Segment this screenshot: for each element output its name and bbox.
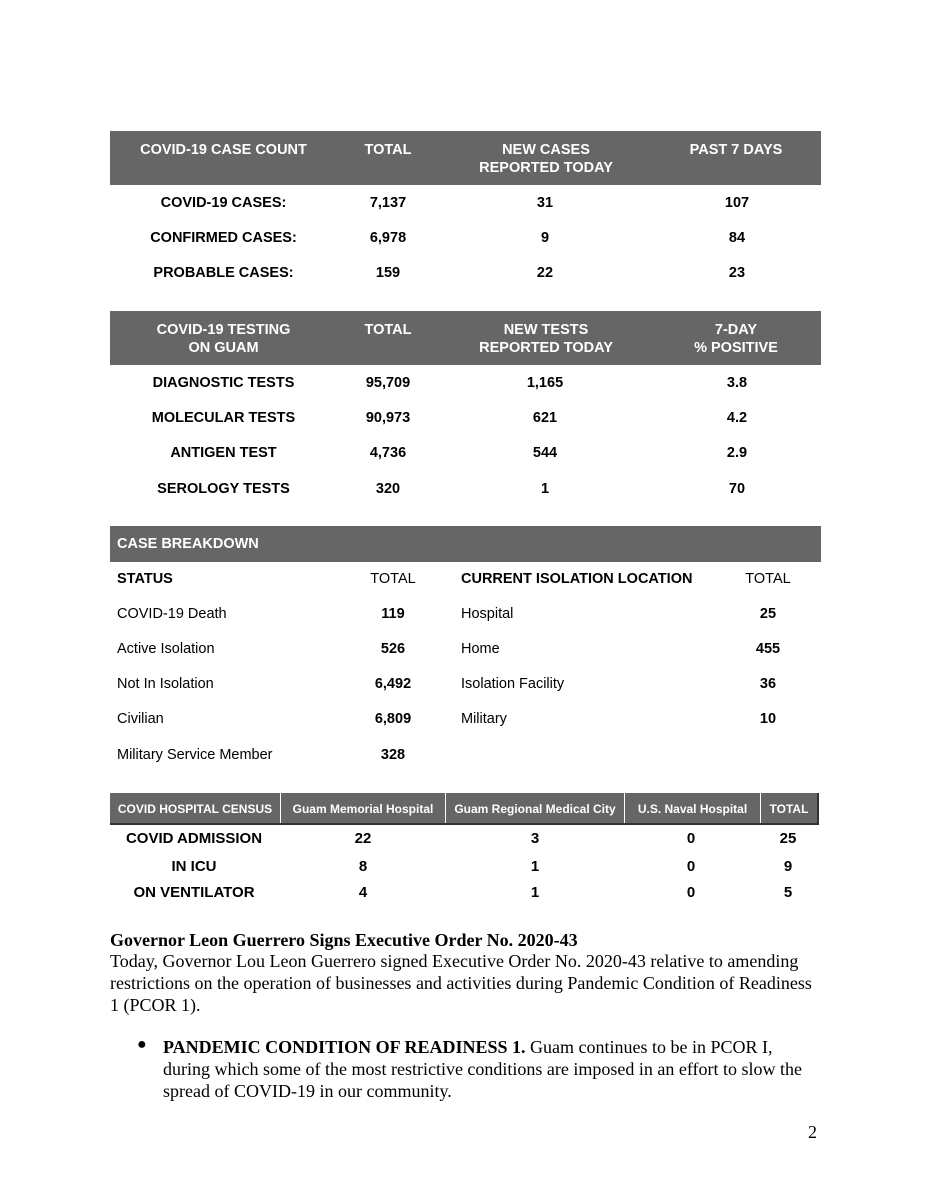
table-row bbox=[110, 479, 821, 499]
row-positive: 2.9 bbox=[726, 445, 748, 461]
row-usnh: 0 bbox=[686, 830, 696, 847]
row-total: 5 bbox=[783, 884, 793, 901]
row-positive: 70 bbox=[728, 481, 746, 497]
table-row bbox=[110, 828, 821, 850]
page-number: 2 bbox=[808, 1122, 817, 1142]
table-row bbox=[110, 408, 821, 428]
hospital-header-total: TOTAL bbox=[769, 802, 809, 816]
status-label: COVID-19 Death bbox=[117, 606, 227, 622]
row-new: 22 bbox=[536, 265, 554, 281]
row-total: 9 bbox=[783, 858, 793, 875]
row-label: DIAGNOSTIC TESTS bbox=[152, 375, 295, 391]
case-count-header bbox=[110, 131, 821, 185]
status-header: STATUS bbox=[117, 571, 173, 587]
location-value: 455 bbox=[755, 641, 781, 657]
table-row bbox=[110, 674, 821, 694]
status-label: Military Service Member bbox=[117, 747, 273, 763]
table-row bbox=[110, 228, 821, 248]
row-label: ANTIGEN TEST bbox=[170, 445, 277, 461]
row-new: 1 bbox=[540, 481, 550, 497]
row-label: ON VENTILATOR bbox=[133, 884, 255, 901]
row-usnh: 0 bbox=[686, 884, 696, 901]
case-count-header-past7: PAST 7 DAYS bbox=[689, 142, 783, 158]
breakdown-header bbox=[110, 526, 821, 562]
row-grmc: 1 bbox=[530, 858, 540, 875]
row-new: 544 bbox=[532, 445, 558, 461]
row-past7: 23 bbox=[728, 265, 746, 281]
row-positive: 4.2 bbox=[726, 410, 748, 426]
status-value: 6,809 bbox=[374, 711, 412, 727]
hospital-header-usnh: U.S. Naval Hospital bbox=[637, 802, 748, 816]
status-label: Not In Isolation bbox=[117, 676, 214, 692]
row-label: SEROLOGY TESTS bbox=[157, 481, 290, 497]
hospital-header-label: COVID HOSPITAL CENSUS bbox=[117, 802, 273, 816]
row-new: 31 bbox=[536, 195, 554, 211]
status-label: Civilian bbox=[117, 711, 164, 727]
breakdown-title: CASE BREAKDOWN bbox=[117, 536, 259, 552]
row-new: 621 bbox=[532, 410, 558, 426]
row-gmh: 8 bbox=[358, 858, 368, 875]
row-past7: 84 bbox=[728, 230, 746, 246]
status-value: 119 bbox=[381, 606, 405, 622]
testing-header-positive: 7-DAY % POSITIVE bbox=[694, 322, 778, 356]
testing-header-label: COVID-19 TESTING ON GUAM bbox=[156, 322, 291, 356]
status-label: Active Isolation bbox=[117, 641, 215, 657]
location-value: 10 bbox=[759, 711, 777, 727]
bullet-text: Guam continues to be in PCOR I, during which some of the most restrictive conditions are imposed in an effort to slow the spread of COVID-19 in our community. bbox=[163, 1037, 803, 1101]
table-row bbox=[110, 745, 821, 765]
location-label: Hospital bbox=[461, 606, 514, 622]
row-total: 7,137 bbox=[369, 195, 407, 211]
location-label: Military bbox=[461, 711, 507, 727]
case-count-header-total: TOTAL bbox=[364, 142, 412, 158]
table-row bbox=[110, 604, 821, 624]
row-new: 9 bbox=[540, 230, 550, 246]
row-usnh: 0 bbox=[686, 858, 696, 875]
row-label: CONFIRMED CASES: bbox=[150, 230, 297, 246]
row-new: 1,165 bbox=[526, 375, 564, 391]
row-total: 95,709 bbox=[365, 375, 411, 391]
row-positive: 3.8 bbox=[726, 375, 748, 391]
case-count-header-new: NEW CASES REPORTED TODAY bbox=[479, 142, 613, 176]
row-past7: 107 bbox=[724, 195, 750, 211]
testing-header-total: TOTAL bbox=[364, 322, 412, 338]
location-label: Isolation Facility bbox=[461, 676, 565, 692]
article-paragraph: Today, Governor Lou Leon Guerrero signed Executive Order No. 2020-43 relative to amending restrictions on the operation of businesses and activities during Pandemic Condition of Readiness 1 (PCOR 1). bbox=[110, 951, 812, 1015]
row-total: 25 bbox=[779, 830, 797, 847]
row-label: COVID ADMISSION bbox=[125, 830, 263, 847]
hospital-header-gmh: Guam Memorial Hospital bbox=[292, 802, 434, 816]
row-label: COVID-19 CASES: bbox=[160, 195, 287, 211]
row-grmc: 3 bbox=[530, 830, 540, 847]
status-value: 6,492 bbox=[374, 676, 412, 692]
row-gmh: 4 bbox=[358, 884, 368, 901]
testing-header bbox=[110, 311, 821, 365]
row-gmh: 22 bbox=[354, 830, 372, 847]
table-row bbox=[110, 263, 821, 283]
location-value: 36 bbox=[759, 676, 777, 692]
hospital-header-grmc: Guam Regional Medical City bbox=[454, 802, 616, 816]
bullet-marker: ● bbox=[137, 1036, 147, 1053]
breakdown-header-row bbox=[110, 569, 821, 589]
status-value: 328 bbox=[380, 747, 406, 763]
article-heading: Governor Leon Guerrero Signs Executive Order No. 2020-43 bbox=[110, 930, 578, 950]
table-row bbox=[110, 373, 821, 393]
row-total: 320 bbox=[375, 481, 401, 497]
location-header: CURRENT ISOLATION LOCATION bbox=[461, 571, 693, 587]
table-row bbox=[110, 193, 821, 213]
bullet-title: PANDEMIC CONDITION OF READINESS 1. bbox=[163, 1037, 526, 1057]
row-total: 90,973 bbox=[365, 410, 411, 426]
table-row bbox=[110, 639, 821, 659]
row-total: 6,978 bbox=[369, 230, 407, 246]
location-total-header: TOTAL bbox=[745, 571, 791, 587]
row-label: MOLECULAR TESTS bbox=[151, 410, 296, 426]
row-grmc: 1 bbox=[530, 884, 540, 901]
status-total-header: TOTAL bbox=[370, 571, 416, 587]
table-row bbox=[110, 856, 821, 878]
bullet-item bbox=[163, 1036, 823, 1102]
status-value: 526 bbox=[380, 641, 406, 657]
testing-header-new: NEW TESTS REPORTED TODAY bbox=[479, 322, 613, 356]
location-value: 25 bbox=[759, 606, 777, 622]
row-total: 4,736 bbox=[369, 445, 407, 461]
row-label: IN ICU bbox=[171, 858, 217, 875]
hospital-census-header bbox=[110, 793, 819, 825]
table-row bbox=[110, 443, 821, 463]
case-count-header-label: COVID-19 CASE COUNT bbox=[140, 142, 307, 158]
row-label: PROBABLE CASES: bbox=[153, 265, 294, 281]
table-row bbox=[110, 882, 821, 904]
table-row bbox=[110, 709, 821, 729]
row-total: 159 bbox=[375, 265, 401, 281]
location-label: Home bbox=[461, 641, 500, 657]
